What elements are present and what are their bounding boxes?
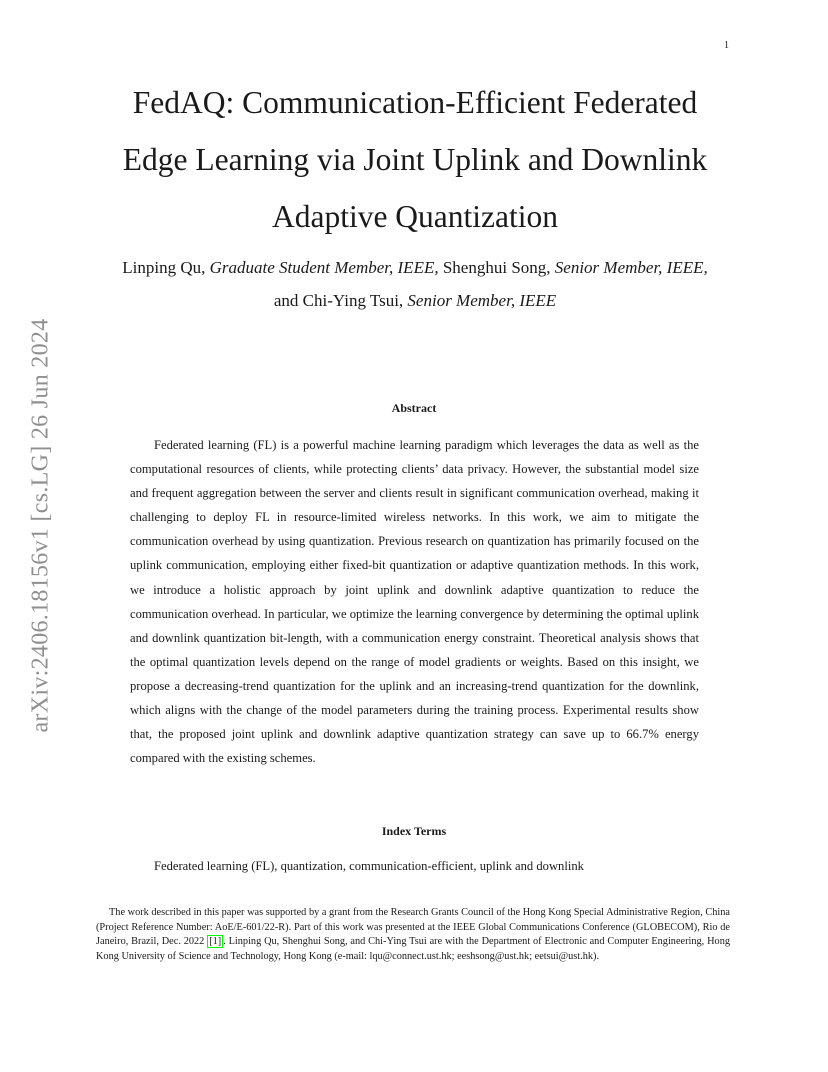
abstract-body: Federated learning (FL) is a powerful machine learning paradigm which leverages the data as well as the computational resources of clients, while protecting clients’ data privacy. However, the substantial model size and frequent aggregation between the server and clients result in significant communication overhead, making it challenging to deploy FL in resource-limited wireless networks. In this work, we aim to mitigate the communication overhead by using quantization. Previous research on quantization has primarily focused on the uplink communication, employing either fixed-bit quantization or adaptive quantization methods. In this work, we introduce a holistic approach by joint uplink and downlink adaptive quantization to reduce the communication overhead. In particular, we optimize the learning convergence by determining the optimal uplink and downlink quantization bit-length, with a communication energy constraint. Theoretical analysis shows that the optimal quantization levels depend on the range of model gradients or weights. Based on this insight, we propose a decreasing-trend quantization for the uplink and an increasing-trend quantization for the downlink, which aligns with the change of the model parameters during the training process. Experimental results show that, the proposed joint uplink and downlink adaptive quantization strategy can save up to 66.7% energy compared with the existing schemes. [130, 438, 699, 766]
index-terms-heading: Index Terms [381, 824, 447, 838]
page-number: 1 [724, 40, 729, 51]
arxiv-identifier-text: arXiv:2406.18156v1 [cs.LG] 26 Jun 2024 [27, 317, 54, 733]
index-terms-text: Federated learning (FL), quantization, communication-efficient, uplink and downlink [154, 859, 584, 873]
separator: , [546, 258, 555, 277]
author-name: Shenghui Song [442, 258, 547, 277]
citation-link[interactable]: [1] [209, 936, 222, 948]
author-affiliation: Graduate Student Member, IEEE, [209, 258, 439, 277]
footnote-text-before: The work described in this paper was supported by a grant from the Research Grants Council of the Hong Kong Special Administrative Region, China (Project Reference Number: AoE/E-601/22-R). Part of this work was presented at the IEEE Global Communications Conference (GLOBECOM), Rio de Janeiro, Brazil, Dec. 2022 [96, 907, 730, 948]
footnote-text-after: . Linping Qu, Shenghui Song, and Chi-Ying Tsui are with the Department of Electronic and Computer Engineering, Hong Kong University of Science and Technology, Hong Kong (e-mail: lqu@connect.ust.hk; eeshsong@ust.hk; eetsui@ust.hk). [96, 936, 730, 962]
author-name: Linping Qu [122, 258, 202, 277]
paper-title: FedAQ: Communication-Efficient Federated Edge Learning via Joint Uplink and Downlink Adaptive Quantization [122, 85, 708, 234]
arxiv-identifier-stamp [16, 290, 66, 760]
author-affiliation: Senior Member, IEEE, [554, 258, 708, 277]
author-affiliation: Senior Member, IEEE [407, 291, 557, 310]
separator: , [201, 258, 210, 277]
separator: , [398, 291, 408, 310]
author-name: Chi-Ying Tsui [302, 291, 399, 310]
author-list [110, 251, 720, 317]
abstract-heading: Abstract [391, 401, 437, 415]
separator: and [273, 291, 303, 310]
footnote [96, 906, 730, 964]
